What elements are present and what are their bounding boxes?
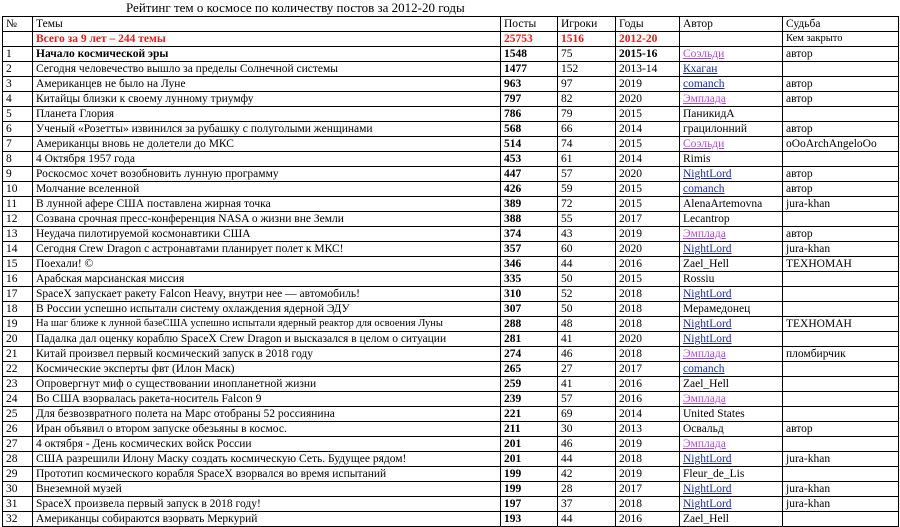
row-number: 23 xyxy=(3,377,33,392)
table-row xyxy=(3,257,899,272)
author-link[interactable]: Zael_Hell xyxy=(680,377,783,392)
years-value: 2018 xyxy=(616,287,680,302)
posts-count: 288 xyxy=(501,317,558,332)
topic-link[interactable]: Роскосмос хочет возобновить лунную программу xyxy=(33,167,501,182)
topic-link[interactable]: Ученый «Розетты» извинился за рубашку с полуголыми женщинами xyxy=(33,122,501,137)
topic-link[interactable]: Американцы вновь не долетели до МКС xyxy=(33,137,501,152)
years-value: 2013 xyxy=(616,422,680,437)
table-row xyxy=(3,242,899,257)
table-row xyxy=(3,392,899,407)
fate-value xyxy=(783,362,899,377)
total-number-cell xyxy=(3,32,33,47)
topic-link[interactable]: Китайцы близки к своему лунному триумфу xyxy=(33,92,501,107)
years-value: 2013-14 xyxy=(616,62,680,77)
players-count: 48 xyxy=(558,317,616,332)
topic-link[interactable]: 4 Октября 1957 года xyxy=(33,152,501,167)
posts-count: 259 xyxy=(501,377,558,392)
table-row xyxy=(3,497,899,512)
row-number: 8 xyxy=(3,152,33,167)
author-link[interactable]: Эмплада xyxy=(680,437,783,452)
players-count: 46 xyxy=(558,347,616,362)
fate-value xyxy=(783,302,899,317)
row-number: 4 xyxy=(3,92,33,107)
row-number: 10 xyxy=(3,182,33,197)
row-number: 2 xyxy=(3,62,33,77)
posts-count: 514 xyxy=(501,137,558,152)
fate-value xyxy=(783,512,899,527)
years-value: 2019 xyxy=(616,227,680,242)
posts-count: 193 xyxy=(501,512,558,527)
topic-link[interactable]: В лунной афере США поставлена жирная точка xyxy=(33,197,501,212)
years-value: 2014 xyxy=(616,152,680,167)
posts-count: 221 xyxy=(501,407,558,422)
posts-count: 374 xyxy=(501,227,558,242)
posts-count: 239 xyxy=(501,392,558,407)
topic-link[interactable]: Поехали! © xyxy=(33,257,501,272)
table-row xyxy=(3,152,899,167)
fate-value: jura-khan xyxy=(783,452,899,467)
posts-count: 211 xyxy=(501,422,558,437)
row-number: 12 xyxy=(3,212,33,227)
col-header-players: Игроки xyxy=(558,17,616,32)
table-row xyxy=(3,107,899,122)
col-header-fate: Судьба xyxy=(783,17,899,32)
posts-count: 1548 xyxy=(501,47,558,62)
table-row xyxy=(3,92,899,107)
posts-count: 199 xyxy=(501,467,558,482)
years-value: 2019 xyxy=(616,467,680,482)
years-value: 2019 xyxy=(616,437,680,452)
page-title: Рейтинг тем о космосе по количеству постов за 2012-20 годы xyxy=(126,0,465,15)
years-value: 2017 xyxy=(616,362,680,377)
row-number: 29 xyxy=(3,467,33,482)
players-count: 41 xyxy=(558,332,616,347)
fate-value: автор xyxy=(783,77,899,92)
table-row xyxy=(3,167,899,182)
total-author-cell xyxy=(680,32,783,47)
table-row xyxy=(3,452,899,467)
topic-link[interactable]: Падалка дал оценку кораблю SpaceX Crew Dragon и высказался в целом о ситуации xyxy=(33,332,501,347)
fate-value xyxy=(783,107,899,122)
posts-count: 389 xyxy=(501,197,558,212)
years-value: 2015 xyxy=(616,107,680,122)
topic-link[interactable]: Планета Глория xyxy=(33,107,501,122)
fate-value xyxy=(783,152,899,167)
years-value: 2018 xyxy=(616,497,680,512)
posts-count: 335 xyxy=(501,272,558,287)
posts-count: 197 xyxy=(501,497,558,512)
topic-link[interactable]: Иран объявил о втором запуске обезьяны в космос. xyxy=(33,422,501,437)
topic-link[interactable]: Для безвозвратного полета на Марс отобраны 52 россиянина xyxy=(33,407,501,422)
author-link[interactable]: AlenaArtemovna xyxy=(680,197,783,212)
years-value: 2016 xyxy=(616,377,680,392)
row-number: 27 xyxy=(3,437,33,452)
years-value: 2016 xyxy=(616,257,680,272)
topic-link[interactable]: Арабская марсианская миссия xyxy=(33,272,501,287)
years-value: 2018 xyxy=(616,347,680,362)
topic-link[interactable]: Космические эксперты фвт (Илон Маск) xyxy=(33,362,501,377)
row-number: 17 xyxy=(3,287,33,302)
row-number: 31 xyxy=(3,497,33,512)
fate-value xyxy=(783,62,899,77)
topic-link[interactable]: В России успешно испытали систему охлаждения ядерной ЭДУ xyxy=(33,302,501,317)
players-count: 30 xyxy=(558,422,616,437)
table-row xyxy=(3,362,899,377)
author-link[interactable]: Эмплада xyxy=(680,347,783,362)
years-value: 2015 xyxy=(616,137,680,152)
total-row xyxy=(3,32,899,47)
row-number: 11 xyxy=(3,197,33,212)
fate-value xyxy=(783,377,899,392)
author-link[interactable]: Rimis xyxy=(680,152,783,167)
fate-value: автор xyxy=(783,182,899,197)
table-row xyxy=(3,122,899,137)
topic-link[interactable]: Опровергнут миф о существовании инопланетной жизни xyxy=(33,377,501,392)
author-link[interactable]: NightLord xyxy=(680,287,783,302)
fate-value xyxy=(783,437,899,452)
posts-count: 786 xyxy=(501,107,558,122)
years-value: 2019 xyxy=(616,77,680,92)
fate-value: jura-khan xyxy=(783,482,899,497)
row-number: 22 xyxy=(3,362,33,377)
author-link[interactable]: NightLord xyxy=(680,332,783,347)
table-row xyxy=(3,407,899,422)
table-row xyxy=(3,77,899,92)
players-count: 74 xyxy=(558,137,616,152)
posts-count: 797 xyxy=(501,92,558,107)
table-row xyxy=(3,437,899,452)
table-row xyxy=(3,287,899,302)
posts-count: 201 xyxy=(501,437,558,452)
row-number: 5 xyxy=(3,107,33,122)
posts-count: 346 xyxy=(501,257,558,272)
author-link[interactable]: Эмплада xyxy=(680,92,783,107)
table-row xyxy=(3,47,899,62)
fate-value: автор xyxy=(783,167,899,182)
players-count: 60 xyxy=(558,242,616,257)
posts-count: 963 xyxy=(501,77,558,92)
fate-value: автор xyxy=(783,122,899,137)
row-number: 30 xyxy=(3,482,33,497)
years-value: 2020 xyxy=(616,92,680,107)
posts-count: 274 xyxy=(501,347,558,362)
posts-count: 357 xyxy=(501,242,558,257)
row-number: 28 xyxy=(3,452,33,467)
years-value: 2018 xyxy=(616,317,680,332)
author-link[interactable]: United States xyxy=(680,407,783,422)
fate-value xyxy=(783,212,899,227)
row-number: 15 xyxy=(3,257,33,272)
fate-value xyxy=(783,287,899,302)
years-value: 2014 xyxy=(616,407,680,422)
players-count: 44 xyxy=(558,257,616,272)
topic-link[interactable]: SpaceX произвела первый запуск в 2018 году! xyxy=(33,497,501,512)
table-row xyxy=(3,482,899,497)
author-link[interactable]: грацилонний xyxy=(680,122,783,137)
row-number: 7 xyxy=(3,137,33,152)
years-value: 2017 xyxy=(616,482,680,497)
years-value: 2020 xyxy=(616,242,680,257)
players-count: 43 xyxy=(558,227,616,242)
years-value: 2020 xyxy=(616,167,680,182)
author-link[interactable]: NightLord xyxy=(680,167,783,182)
posts-count: 281 xyxy=(501,332,558,347)
row-number: 21 xyxy=(3,347,33,362)
players-count: 50 xyxy=(558,272,616,287)
fate-value: jura-khan xyxy=(783,197,899,212)
fate-value xyxy=(783,392,899,407)
col-header-number: № xyxy=(3,17,33,32)
author-link[interactable]: Мерамедонец xyxy=(680,302,783,317)
row-number: 25 xyxy=(3,407,33,422)
table-row xyxy=(3,512,899,527)
ranking-table xyxy=(2,16,899,527)
author-link[interactable]: Эмплада xyxy=(680,392,783,407)
topic-link[interactable]: США разрешили Илону Маску создать космическую Сеть. Будущее рядом! xyxy=(33,452,501,467)
players-count: 97 xyxy=(558,77,616,92)
row-number: 16 xyxy=(3,272,33,287)
players-count: 61 xyxy=(558,152,616,167)
table-row xyxy=(3,137,899,152)
years-value: 2016 xyxy=(616,392,680,407)
posts-count: 453 xyxy=(501,152,558,167)
players-count: 44 xyxy=(558,452,616,467)
table-row xyxy=(3,62,899,77)
topic-link[interactable]: Китай произвел первый космический запуск в 2018 году xyxy=(33,347,501,362)
years-value: 2015 xyxy=(616,197,680,212)
topic-link[interactable]: Молчание вселенной xyxy=(33,182,501,197)
table-row xyxy=(3,182,899,197)
fate-value xyxy=(783,407,899,422)
author-link[interactable]: Lecantrop xyxy=(680,212,783,227)
table-row xyxy=(3,467,899,482)
row-number: 19 xyxy=(3,317,33,332)
total-fate: Кем закрыто xyxy=(783,32,899,47)
players-count: 27 xyxy=(558,362,616,377)
table-row xyxy=(3,227,899,242)
players-count: 41 xyxy=(558,377,616,392)
posts-count: 310 xyxy=(501,287,558,302)
col-header-author: Автор xyxy=(680,17,783,32)
fate-value: ТЕХНОМАН xyxy=(783,317,899,332)
table-row xyxy=(3,332,899,347)
players-count: 66 xyxy=(558,122,616,137)
total-posts: 25753 xyxy=(501,32,558,47)
col-header-years: Годы xyxy=(616,17,680,32)
posts-count: 307 xyxy=(501,302,558,317)
years-value: 2017 xyxy=(616,212,680,227)
posts-count: 388 xyxy=(501,212,558,227)
author-link[interactable]: NightLord xyxy=(680,452,783,467)
author-link[interactable]: Кхаган xyxy=(680,62,783,77)
topic-link[interactable]: Во США взорвалась ракета-носитель Falcon 9 xyxy=(33,392,501,407)
topic-link[interactable]: SpaceX запускает ракету Falcon Heavy, внутри нее — автомобиль! xyxy=(33,287,501,302)
total-players: 1516 xyxy=(558,32,616,47)
table-row xyxy=(3,197,899,212)
author-link[interactable]: Эмплада xyxy=(680,227,783,242)
topic-link[interactable]: Неудача пилотируемой космонавтики США xyxy=(33,227,501,242)
players-count: 72 xyxy=(558,197,616,212)
fate-value: автор xyxy=(783,92,899,107)
col-header-topic: Темы xyxy=(33,17,501,32)
author-link[interactable]: comanch xyxy=(680,362,783,377)
topic-link[interactable]: 4 октября - День космических войск России xyxy=(33,437,501,452)
players-count: 52 xyxy=(558,287,616,302)
header-row xyxy=(3,17,899,32)
players-count: 82 xyxy=(558,92,616,107)
years-value: 2014 xyxy=(616,122,680,137)
table-row xyxy=(3,212,899,227)
players-count: 37 xyxy=(558,497,616,512)
fate-value xyxy=(783,467,899,482)
fate-value: jura-khan xyxy=(783,242,899,257)
fate-value xyxy=(783,272,899,287)
years-value: 2016 xyxy=(616,512,680,527)
fate-value: ТЕХНОМАН xyxy=(783,257,899,272)
author-link[interactable]: comanch xyxy=(680,77,783,92)
table-row xyxy=(3,377,899,392)
author-link[interactable]: Освальд xyxy=(680,422,783,437)
posts-count: 201 xyxy=(501,452,558,467)
topic-link[interactable]: Прототип космического корабля SpaceX взорвался во время испытаний xyxy=(33,467,501,482)
table-row xyxy=(3,272,899,287)
author-link[interactable]: NightLord xyxy=(680,317,783,332)
fate-value: автор xyxy=(783,227,899,242)
author-link[interactable]: NightLord xyxy=(680,242,783,257)
author-link[interactable]: ПаникидА xyxy=(680,107,783,122)
total-years: 2012-20 xyxy=(616,32,680,47)
row-number: 3 xyxy=(3,77,33,92)
topic-link[interactable]: Начало космической эры xyxy=(33,47,501,62)
table-row xyxy=(3,422,899,437)
topic-link[interactable]: Внеземной музей xyxy=(33,482,501,497)
row-number: 18 xyxy=(3,302,33,317)
topic-link[interactable]: Сегодня Crew Dragon с астронавтами планирует полет к МКС! xyxy=(33,242,501,257)
players-count: 46 xyxy=(558,437,616,452)
author-link[interactable]: NightLord xyxy=(680,497,783,512)
players-count: 55 xyxy=(558,212,616,227)
posts-count: 199 xyxy=(501,482,558,497)
row-number: 13 xyxy=(3,227,33,242)
posts-count: 426 xyxy=(501,182,558,197)
players-count: 57 xyxy=(558,167,616,182)
topic-link[interactable]: Созвана срочная пресс-конференция NASA о жизни вне Земли xyxy=(33,212,501,227)
fate-value: jura-khan xyxy=(783,497,899,512)
row-number: 26 xyxy=(3,422,33,437)
table-row xyxy=(3,347,899,362)
table-row xyxy=(3,317,899,332)
posts-count: 568 xyxy=(501,122,558,137)
row-number: 24 xyxy=(3,392,33,407)
years-value: 2015 xyxy=(616,272,680,287)
players-count: 44 xyxy=(558,512,616,527)
players-count: 42 xyxy=(558,467,616,482)
author-link[interactable]: Соэльди xyxy=(680,137,783,152)
fate-value: автор xyxy=(783,47,899,62)
col-header-posts: Посты xyxy=(501,17,558,32)
row-number: 1 xyxy=(3,47,33,62)
players-count: 50 xyxy=(558,302,616,317)
players-count: 152 xyxy=(558,62,616,77)
years-value: 2020 xyxy=(616,332,680,347)
years-value: 2015-16 xyxy=(616,47,680,62)
total-label: Всего за 9 лет – 244 темы xyxy=(33,32,501,47)
players-count: 79 xyxy=(558,107,616,122)
row-number: 6 xyxy=(3,122,33,137)
row-number: 20 xyxy=(3,332,33,347)
players-count: 75 xyxy=(558,47,616,62)
table-row xyxy=(3,302,899,317)
players-count: 57 xyxy=(558,392,616,407)
row-number: 14 xyxy=(3,242,33,257)
fate-value: oOoArchAngeloOo xyxy=(783,137,899,152)
years-value: 2018 xyxy=(616,452,680,467)
topic-link[interactable]: Сегодня человечество вышло за пределы Солнечной системы xyxy=(33,62,501,77)
author-link[interactable]: comanch xyxy=(680,182,783,197)
author-link[interactable]: Fleur_de_Lis xyxy=(680,467,783,482)
fate-value xyxy=(783,332,899,347)
topic-link[interactable]: На шаг ближе к лунной базеСША успешно испытали ядерный реактор для освоения Луны xyxy=(33,317,501,332)
author-link[interactable]: NightLord xyxy=(680,482,783,497)
author-link[interactable]: Zael_Hell xyxy=(680,512,783,527)
posts-count: 447 xyxy=(501,167,558,182)
row-number: 9 xyxy=(3,167,33,182)
author-link[interactable]: Zael_Hell xyxy=(680,257,783,272)
posts-count: 1477 xyxy=(501,62,558,77)
years-value: 2018 xyxy=(616,302,680,317)
topic-link[interactable]: Американцы собираются взорвать Меркурий xyxy=(33,512,501,527)
fate-value: пломбирчик xyxy=(783,347,899,362)
row-number: 32 xyxy=(3,512,33,527)
author-link[interactable]: Соэльди xyxy=(680,47,783,62)
author-link[interactable]: Rossiu xyxy=(680,272,783,287)
fate-value: автор xyxy=(783,422,899,437)
years-value: 2015 xyxy=(616,182,680,197)
posts-count: 265 xyxy=(501,362,558,377)
topic-link[interactable]: Американцев не было на Луне xyxy=(33,77,501,92)
players-count: 59 xyxy=(558,182,616,197)
players-count: 28 xyxy=(558,482,616,497)
players-count: 69 xyxy=(558,407,616,422)
